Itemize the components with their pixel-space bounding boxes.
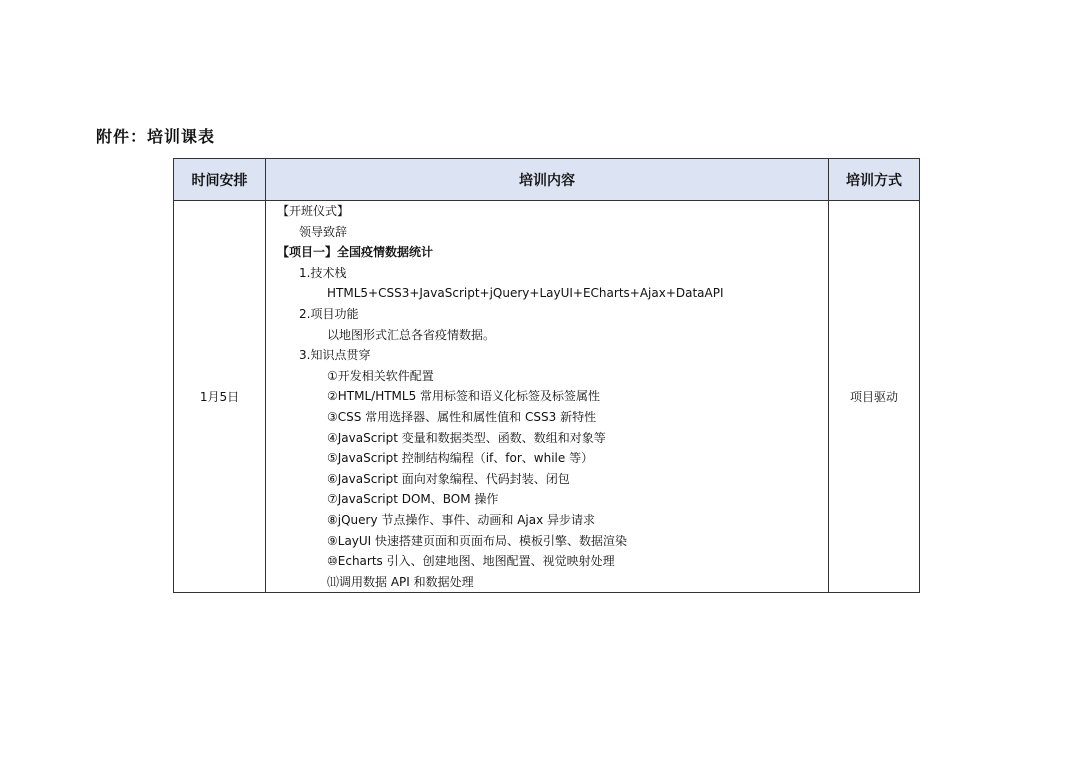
content-cell xyxy=(266,201,829,593)
tech-stack-detail: HTML5+CSS3+JavaScript+jQuery+LayUI+ECharts+Ajax+DataAPI xyxy=(327,286,724,301)
knowledge-point: ⑾调用数据 API 和数据处理 xyxy=(327,574,474,589)
header-method: 培训方式 xyxy=(829,159,920,201)
knowledge-title: 3.知识点贯穿 xyxy=(299,348,371,363)
schedule-table xyxy=(173,158,920,593)
knowledge-point: ⑤JavaScript 控制结构编程（if、for、while 等） xyxy=(327,451,594,466)
knowledge-point: ②HTML/HTML5 常用标签和语义化标签及标签属性 xyxy=(327,389,601,404)
table-header-row xyxy=(174,159,920,201)
page-title: 附件：培训课表 xyxy=(96,127,216,146)
feature-title: 2.项目功能 xyxy=(299,306,359,321)
method-cell: 项目驱动 xyxy=(829,201,920,593)
knowledge-point: ⑧jQuery 节点操作、事件、动画和 Ajax 异步请求 xyxy=(327,512,596,527)
knowledge-point: ⑨LayUI 快速搭建页面和页面布局、模板引擎、数据渲染 xyxy=(327,533,628,548)
header-time: 时间安排 xyxy=(174,159,266,201)
knowledge-point: ⑩Echarts 引入、创建地图、地图配置、视觉映射处理 xyxy=(327,554,615,569)
section-opening-item: 领导致辞 xyxy=(299,224,348,239)
tech-stack-title: 1.技术栈 xyxy=(299,265,347,280)
knowledge-point: ⑥JavaScript 面向对象编程、代码封装、闭包 xyxy=(327,471,570,486)
section-opening-title: 【开班仪式】 xyxy=(277,204,350,218)
knowledge-point: ①开发相关软件配置 xyxy=(327,368,434,383)
knowledge-point: ④JavaScript 变量和数据类型、函数、数组和对象等 xyxy=(327,430,606,445)
table-row xyxy=(174,201,920,593)
knowledge-point: ③CSS 常用选择器、属性和属性值和 CSS3 新特性 xyxy=(327,409,597,424)
project-title: 【项目一】全国疫情数据统计 xyxy=(277,245,434,260)
header-content: 培训内容 xyxy=(266,159,829,201)
feature-detail: 以地图形式汇总各省疫情数据。 xyxy=(327,327,496,342)
date-cell: 1月5日 xyxy=(174,201,266,593)
knowledge-point: ⑦JavaScript DOM、BOM 操作 xyxy=(327,492,499,507)
